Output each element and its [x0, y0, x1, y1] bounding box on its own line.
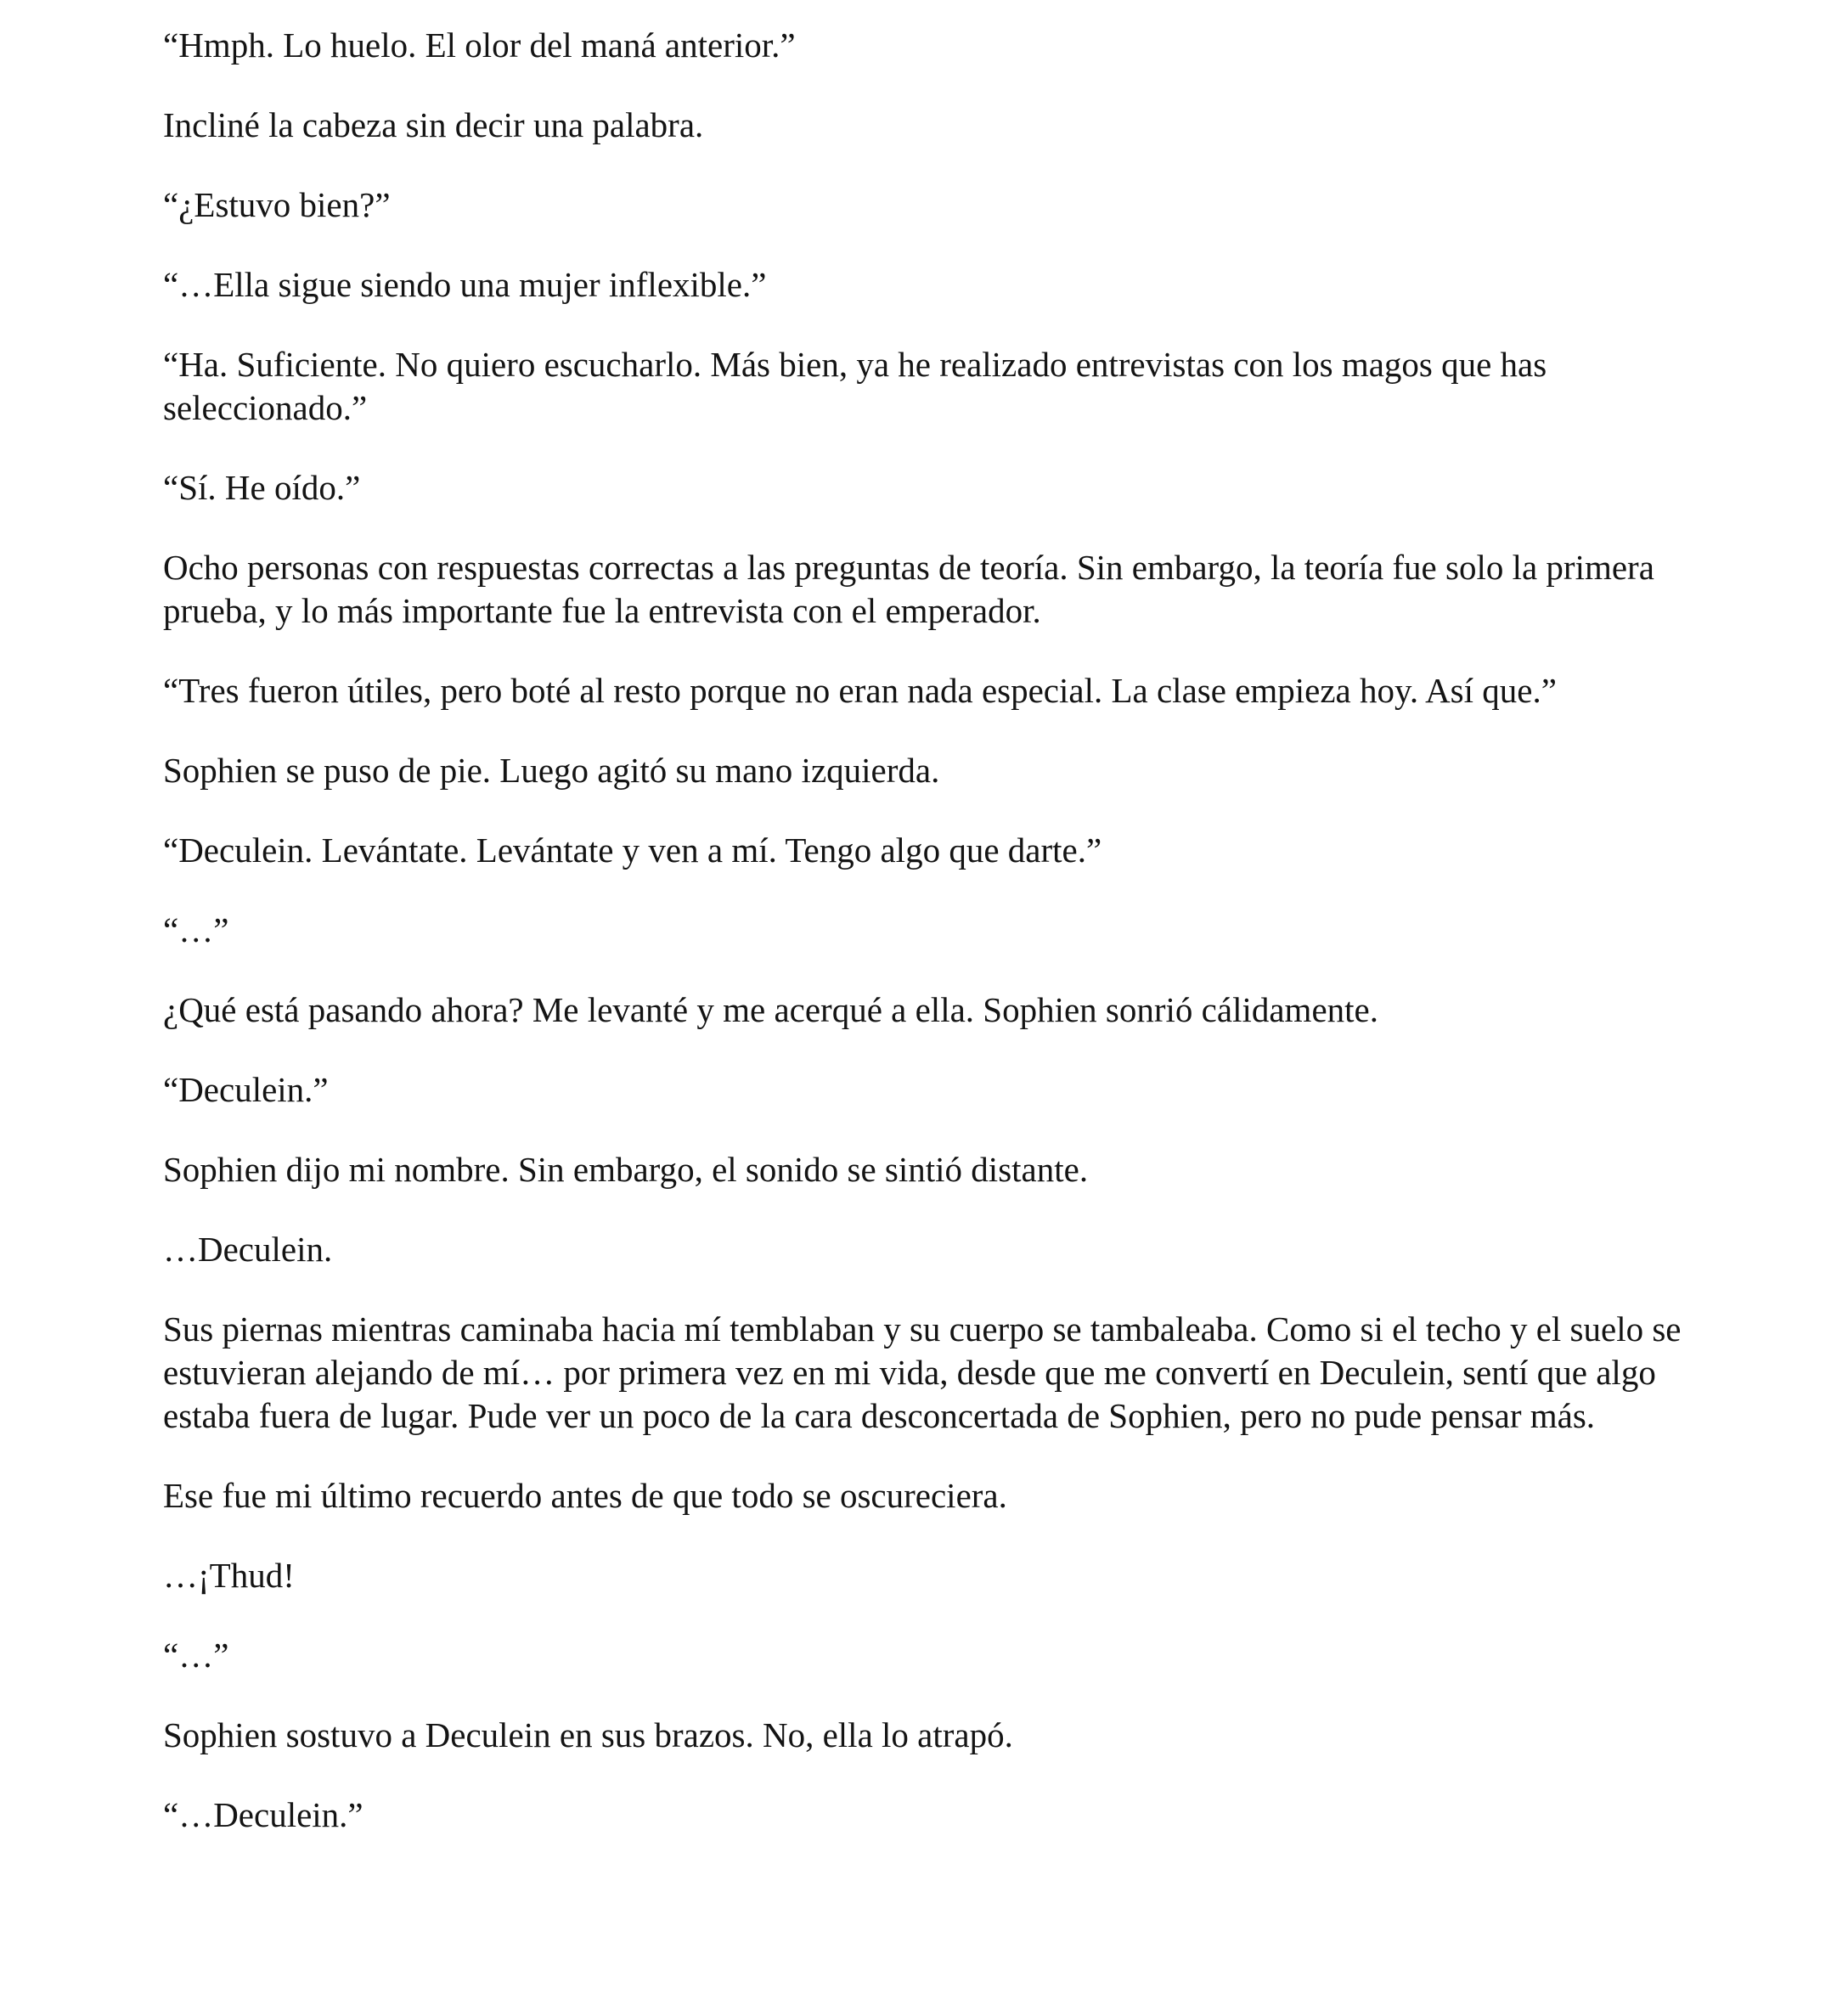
- paragraph: Sophien sostuvo a Deculein en sus brazos. No, ella lo atrapó.: [163, 1715, 1013, 1754]
- paragraph: ¿Qué está pasando ahora? Me levanté y me acerqué a ella. Sophien sonrió cálidamente.: [163, 990, 1378, 1029]
- paragraph: Sus piernas mientras caminaba hacia mí temblaban y su cuerpo se tambaleaba. Como si el techo y el suelo se estuvieran alejando de mí… por primera vez en mi vida, desde que me convertí en Deculein, sentí que algo estaba fuera de lugar. Pude ver un poco de la cara desconcertada de Sophien, pero no pude pensar más.: [163, 1309, 1682, 1435]
- paragraph: Sophien se puso de pie. Luego agitó su mano izquierda.: [163, 751, 940, 790]
- paragraph: “…Deculein.”: [163, 1795, 363, 1834]
- paragraph: Ocho personas con respuestas correctas a las preguntas de teoría. Sin embargo, la teoría fue solo la primera prueba, y lo más importante fue la entrevista con el emperador.: [163, 548, 1654, 630]
- paragraph: “…Ella sigue siendo una mujer inflexible.”: [163, 265, 767, 304]
- paragraph: “Hmph. Lo huelo. El olor del maná anterior.”: [163, 25, 796, 65]
- paragraph: “Deculein.”: [163, 1070, 329, 1109]
- paragraph: “…”: [163, 910, 229, 949]
- paragraph: …¡Thud!: [163, 1556, 295, 1595]
- paragraph: Sophien dijo mi nombre. Sin embargo, el sonido se sintió distante.: [163, 1150, 1089, 1189]
- paragraph: “Ha. Suficiente. No quiero escucharlo. Más bien, ya he realizado entrevistas con los magos que has seleccionado.”: [163, 345, 1547, 427]
- paragraph: “Deculein. Levántate. Levántate y ven a mí. Tengo algo que darte.”: [163, 831, 1102, 870]
- paragraph: “¿Estuvo bien?”: [163, 185, 391, 224]
- document-page: [163, 24, 1717, 1873]
- paragraph: Incliné la cabeza sin decir una palabra.: [163, 105, 704, 144]
- paragraph: …Deculein.: [163, 1230, 333, 1269]
- paragraph: “…”: [163, 1636, 229, 1675]
- paragraph: Ese fue mi último recuerdo antes de que todo se oscureciera.: [163, 1476, 1007, 1515]
- paragraph: “Sí. He oído.”: [163, 468, 361, 507]
- paragraph: “Tres fueron útiles, pero boté al resto porque no eran nada especial. La clase empieza hoy. Así que.”: [163, 671, 1557, 710]
